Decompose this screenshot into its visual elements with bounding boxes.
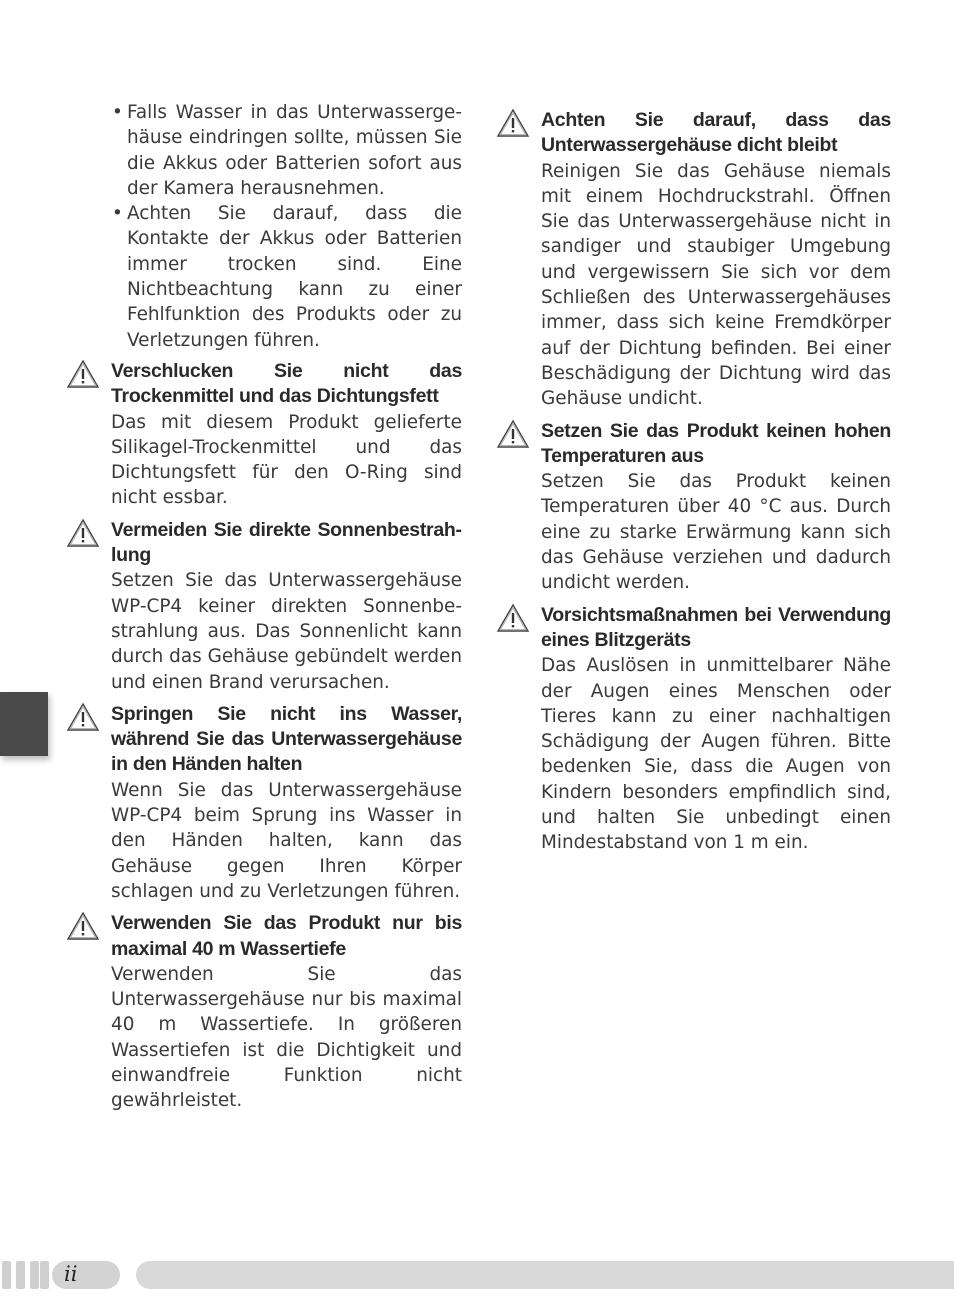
list-item: • Falls Wasser in das Unterwassergehäuse eindringen sollte, müssen Sie die Akkus oder Batterien sofort aus der Kamera herausnehmen. [112,100,462,201]
warning-text: Wenn Sie das Unterwassergehäuse WP-CP4 beim Sprung ins Wasser in den Händen halten, kann das Gehäuse gegen Ihren Körper schlagen und zu Verletzungen führen. [111,779,462,902]
warning-title: Verwenden Sie das Produkt nur bis maximal 40 m Wassertiefe [111,912,462,960]
warning-text: Reinigen Sie das Gehäuse niemals mit einem Hochdruckstrahl. Öffnen Sie das Unterwassergehäuse nicht in sandiger und staubiger Umgebung und vergewissern Sie sich vor dem Schließen des Unterwassergehäuses immer, dass sich keine Fremdkörper auf der Dichtung befinden. Bei einer Beschädigung der Dichtung wird das Gehäuse undicht. [541,160,891,410]
warning-jumping [64,702,462,904]
warning-seal [494,108,891,412]
page-number-pill [52,1261,120,1289]
warning-text: Das mit diesem Produkt gelieferte Silikagel-Trockenmittel und das Dichtungsfett für den O-Ring sind nicht essbar. [111,411,462,509]
warning-text: Setzen Sie das Produkt keinen Temperaturen über 40 °C aus. Durch eine zu starke Erwärmung kann sich das Gehäuse verziehen und dadurch undicht werden. [541,471,891,594]
warning-text: Das Auslösen in unmittelbarer Nähe der Augen eines Menschen oder Tieres kann zu einer nachhaltigen Schädigung der Augen führen. Bitte bedenken Sie, dass die Augen von Kindern besonders empfindlich sind, und halten Sie unbedingt einen Mindestabstand von 1 m ein. [541,655,891,854]
warning-title: Verschlucken Sie nicht das Trockenmittel und das Dichtungsfett [111,359,462,408]
warning-temperature [494,419,891,596]
warning-sunlight [64,518,462,695]
left-column [64,100,462,1121]
battery-notes-list [64,100,462,353]
footer-bar [136,1261,954,1289]
warning-text: Verwenden Sie das Unterwassergehäuse nur bis maximal 40 m Wassertiefe. In größeren Wassertiefen ist die Dichtigkeit und einwandfreie Funktion nicht gewährleistet. [111,963,462,1112]
warning-triangle-icon [496,603,530,633]
footer-stripe [40,1261,49,1289]
footer-stripe [16,1261,25,1289]
warning-flash [494,603,891,856]
warning-triangle-icon [66,359,100,389]
list-item: • Achten Sie darauf, dass die Kontakte der Akkus oder Batterien immer trocken sind. Eine Nichtbeachtung kann zu einer Fehlfunktion des Produkts oder zu Verletzungen führen. [112,201,462,353]
footer-stripe [30,1261,39,1289]
warning-depth [64,911,462,1113]
warning-title: Springen Sie nicht ins Wasser, während Sie das Unterwassergehäuse in den Händen halten [111,702,462,776]
warning-title: Achten Sie darauf, dass das Unterwassergehäuse dicht bleibt [541,109,891,157]
page-number: ii [64,1262,78,1286]
warning-title: Vorsichtsmaßnahmen bei Verwendung eines Blitzgeräts [541,603,891,651]
warning-triangle-icon [66,911,100,941]
chapter-tab [0,692,48,756]
warning-triangle-icon [496,108,530,138]
page-footer [0,1260,954,1292]
warning-desiccant [64,359,462,511]
right-column [494,108,891,863]
footer-stripe [2,1261,11,1289]
warning-triangle-icon [496,419,530,449]
warning-triangle-icon [66,702,100,732]
warning-title: Setzen Sie das Produkt keinen hohen Temperaturen aus [541,419,891,467]
warning-title: Vermeiden Sie direkte Sonnenbestrahlung [111,518,462,567]
warning-text: Setzen Sie das Unterwassergehäuse WP-CP4 keiner direkten Sonnenbestrahlung aus. Das Sonnenlicht kann durch das Gehäuse gebündelt werden und einen Brand verursachen. [111,570,462,693]
warning-triangle-icon [66,518,100,548]
